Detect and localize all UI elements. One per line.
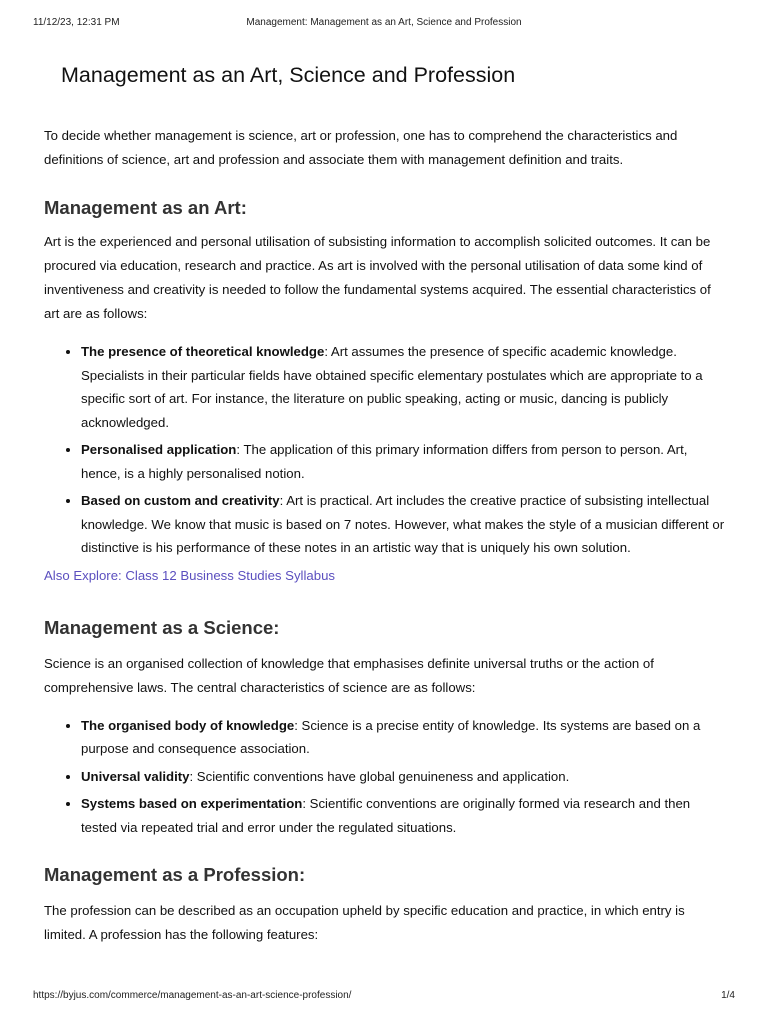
list-item-text: : Science is a precise entity of knowledge. Its systems are based on a purpose and consequence association. — [81, 717, 701, 756]
heading-profession: Management as a Profession: — [44, 864, 306, 885]
list-item-text: : Scientific conventions are originally formed via research and then tested via repeated trial and error under the regulated situations. — [81, 796, 691, 835]
print-datetime: 11/12/23, 12:31 PM — [33, 17, 120, 28]
list-item-text: : Art is practical. Art includes the creative practice of subsisting intellectual knowledge. We know that music is based on 7 notes. However, what makes the style of a musician different or distinctive is his performance of these notes in an artistic way that is uniquely his own solution. — [81, 493, 725, 555]
list-item — [81, 489, 728, 560]
print-header — [33, 17, 735, 31]
heading-art: Management as an Art: — [44, 197, 247, 218]
list-item — [81, 792, 728, 839]
print-url: https://byjus.com/commerce/management-as-an-art-science-profession/ — [33, 990, 352, 1001]
art-paragraph: Art is the experienced and personal utilisation of subsisting information to accomplish solicited outcomes. It can be procured via education, research and practice. As art is involved with the personal utilisation of data some kind of inventiveness and creativity is needed to follow the fundamental systems acquired. The essential characteristics of art are as follows: — [44, 234, 711, 321]
list-item-term: Systems based on experimentation — [81, 796, 303, 811]
intro-paragraph: To decide whether management is science, art or profession, one has to comprehend the characteristics and definitions of science, art and profession and associate them with management definition and traits. — [44, 128, 678, 167]
print-doc-title: Management: Management as an Art, Science and Profession — [246, 17, 522, 28]
art-characteristics-list — [44, 340, 728, 560]
list-item-term: Personalised application — [81, 442, 237, 457]
list-item — [81, 765, 728, 789]
profession-paragraph: The profession can be described as an occupation upheld by specific education and practice, in which entry is limited. A profession has the following features: — [44, 903, 685, 942]
list-item-term: The organised body of knowledge — [81, 717, 295, 733]
page-number: 1/4 — [721, 990, 735, 1001]
list-item-term: Based on custom and creativity — [81, 493, 280, 508]
article-content — [44, 58, 728, 947]
list-item-term: The presence of theoretical knowledge — [81, 344, 325, 359]
list-item-text: : The application of this primary information differs from person to person. Art, hence, is a highly personalised notion. — [81, 442, 688, 481]
list-item — [81, 714, 728, 761]
science-characteristics-list — [44, 714, 728, 840]
list-item — [81, 340, 728, 434]
list-item — [81, 438, 728, 485]
science-paragraph: Science is an organised collection of knowledge that emphasises definite universal truths or the action of comprehensive laws. The central characteristics of science are as follows: — [44, 655, 654, 695]
list-item-text: : Art assumes the presence of specific academic knowledge. Specialists in their particular fields have obtained specific elementary postulates which are appropriate to a specific sort of art. For instance, the literature on public speaking, acting or music, dancing is publicly acknowledged. — [81, 344, 703, 430]
page-title: Management as an Art, Science and Profession — [61, 63, 516, 87]
also-explore-link[interactable]: Also Explore: Class 12 Business Studies Syllabus — [44, 567, 336, 583]
print-footer — [33, 990, 735, 1004]
list-item-text: : Scientific conventions have global genuineness and application. — [189, 768, 570, 784]
list-item-term: Universal validity — [81, 768, 190, 784]
heading-science: Management as a Science: — [44, 616, 280, 638]
